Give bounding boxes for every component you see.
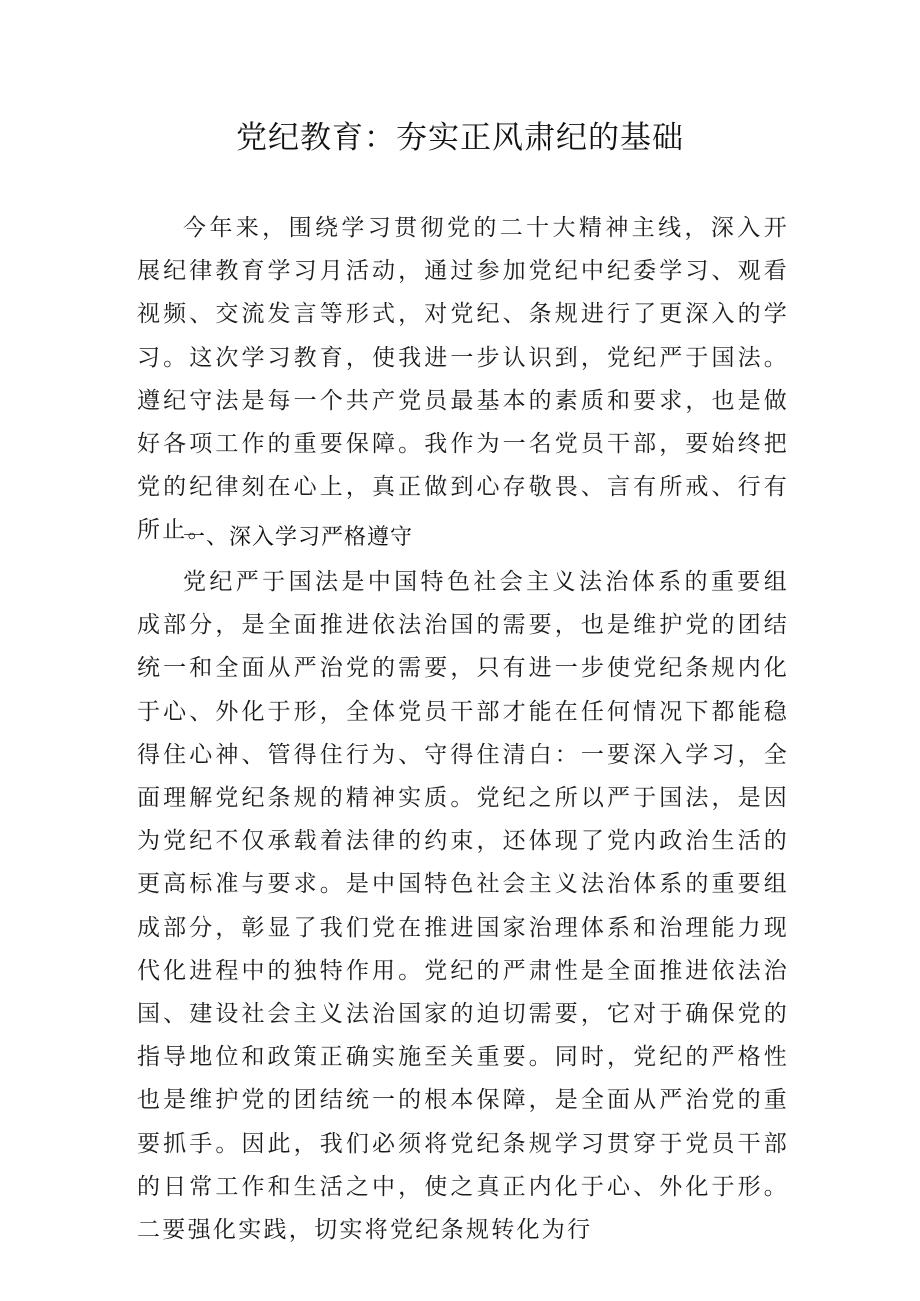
section-heading: 一、深入学习严格遵守: [183, 525, 414, 550]
document-title: 党纪教育：夯实正风肃纪的基础: [236, 120, 684, 156]
section-paragraph: 党纪严于国法是中国特色社会主义法治体系的重要组成部分，是全面推进依法治国的需要，也是维护党的团结统一和全面从严治党的需要，只有进一步使党纪条规内化于心、外化于形，全体党员干部才能在任何情况下都能稳得住心神、管得住行为、守得住清白：一要深入学习，全面理解党纪条规的精神实质。党纪之所以严于国法，是因为党纪不仅承载着法律的约束，还体现了党内政治生活的更高标准与要求。是中国特色社会主义法治体系的重要组成部分，彰显了我们党在推进国家治理体系和治理能力现代化进程中的独特作用。党纪的严肃性是全面推进依法治国、建设社会主义法治国家的迫切需要，它对于确保党的指导地位和政策正确实施至关重要。同时，党纪的严格性也是维护党的团结统一的根本保障，是全面从严治党的重要抓手。因此，我们必须将党纪条规学习贯穿于党员干部的日常工作和生活之中，使之真正内化于心、外化于形。二要强化实践，切实将党纪条规转化为行: [137, 569, 789, 1244]
intro-paragraph: 今年来，围绕学习贯彻党的二十大精神主线，深入开展纪律教育学习月活动，通过参加党纪中纪委学习、观看视频、交流发言等形式，对党纪、条规进行了更深入的学习。这次学习教育，使我进一步认识到，党纪严于国法。遵纪守法是每一个共产党员最基本的素质和要求，也是做好各项工作的重要保障。我作为一名党员干部，要始终把党的纪律刻在心上，真正做到心存敬畏、言有所戒、行有所止。: [137, 215, 789, 544]
